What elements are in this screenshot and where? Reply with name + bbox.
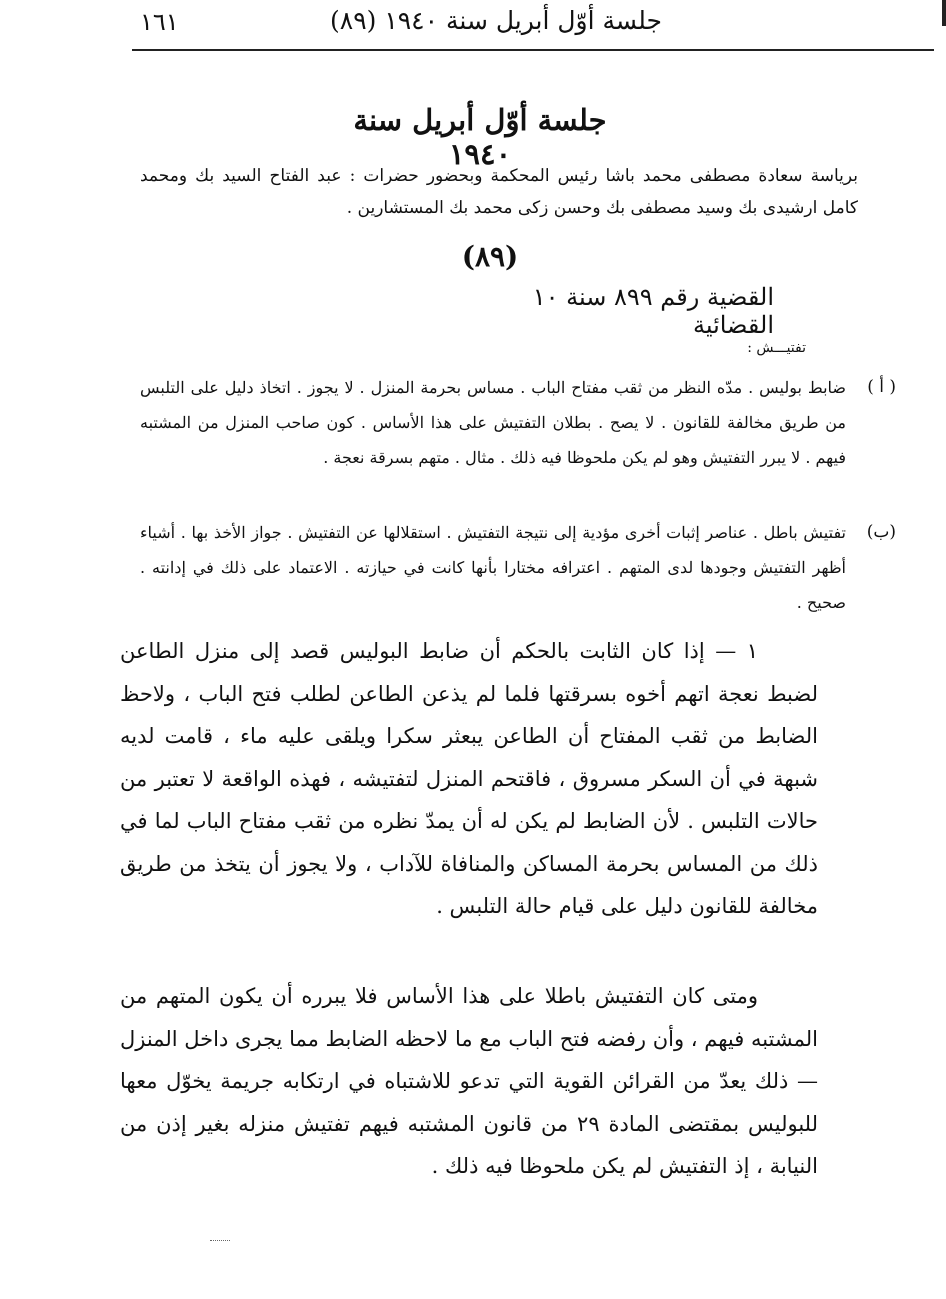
case-title: القضية رقم ٨٩٩ سنة ١٠ القضائية [532, 283, 774, 339]
running-header-title: جلسة أوّل أبريل سنة ١٩٤٠ (٨٩) [330, 6, 662, 35]
paragraph-text: ومتى كان التفتيش باطلا على هذا الأساس فلا يبرره أن يكون المتهم من المشتبه فيهم ، وأن رفضه فتح الباب مع ما لاحظه الضابط مما يجرى داخل المنزل — ذلك يعدّ من القرائن القوية التي تدعو للاشتباه في ارتكابه جريمة يخوّل معها للبوليس بمقتضى المادة ٢٩ من قانون المشتبه فيهم تفتيش منزله بغير إذن من النيابة ، إذ التفتيش لم يكن ملحوظا فيه ذلك . [120, 984, 819, 1178]
session-presidency: برياسة سعادة مصطفى محمد باشا رئيس المحكمة وبحضور حضرات : عبد الفتاح السيد بك ومحمد كامل ارشيدى بك وسيد مصطفى بك وحسن زكى محمد بك المستشارين . [140, 166, 858, 218]
footer-mark [210, 1240, 230, 1241]
body-paragraph-1 [120, 630, 818, 928]
headnote-marker: ( أ ) [867, 377, 896, 397]
subject-heading: تفتيـــش : [747, 340, 806, 356]
headnote-a [140, 370, 896, 475]
headnote-marker: (ب) [866, 522, 896, 542]
headnote-b [140, 515, 896, 620]
headnote-text: تفتيش باطل . عناصر إثبات أخرى مؤدية إلى نتيجة التفتيش . استقلالها عن التفتيش . جواز الأخذ بها . أشياء أظهر التفتيش وجودها لدى المتهم . اعترافه مختارا بأنها كانت في حيازته . الاعتماد على ذلك في إدانته . صحيح . [140, 523, 846, 612]
header-divider [132, 49, 934, 51]
page-number: ١٦١ [140, 8, 179, 36]
paragraph-number: ١ — [715, 639, 758, 663]
paragraph-text: إذا كان الثابت بالحكم أن ضابط البوليس قصد إلى منزل الطاعن لضبط نعجة اتهم أخوه بسرقتها فلما لم يذعن الطاعن لطلب فتح الباب ، ولاحظ الضابط من ثقب المفتاح أن الطاعن يبعثر سكرا ويلقى عليه ماء ، قامت لديه شبهة في أن السكر مسروق ، فاقتحم المنزل لتفتيشه ، فهذه الواقعة لا تعتبر من حالات التلبس . لأن الضابط لم يكن له أن يمدّ نظره من ثقب مفتاح الباب لما في ذلك من المساس بحرمة المساكن والمنافاة للآداب ، ولا يجوز أن يتخذ من طريق مخالفة للقانون دليل على قيام حالة التلبس . [120, 639, 818, 918]
page-edge-rule [942, 0, 946, 26]
body-paragraph-2 [120, 975, 818, 1188]
case-number: (٨٩) [461, 240, 519, 273]
session-title: جلسة أوّل أبريل سنة ١٩٤٠ [353, 103, 607, 171]
headnote-text: ضابط بوليس . مدّه النظر من ثقب مفتاح الباب . مساس بحرمة المنزل . لا يجوز . اتخاذ دليل على التلبس من طريق مخالفة للقانون . لا يصح . بطلان التفتيش على هذا الأساس . كون صاحب المنزل من المشتبه فيهم . لا يبرر التفتيش وهو لم يكن ملحوظا فيه ذلك . مثال . متهم بسرقة نعجة . [140, 378, 846, 467]
